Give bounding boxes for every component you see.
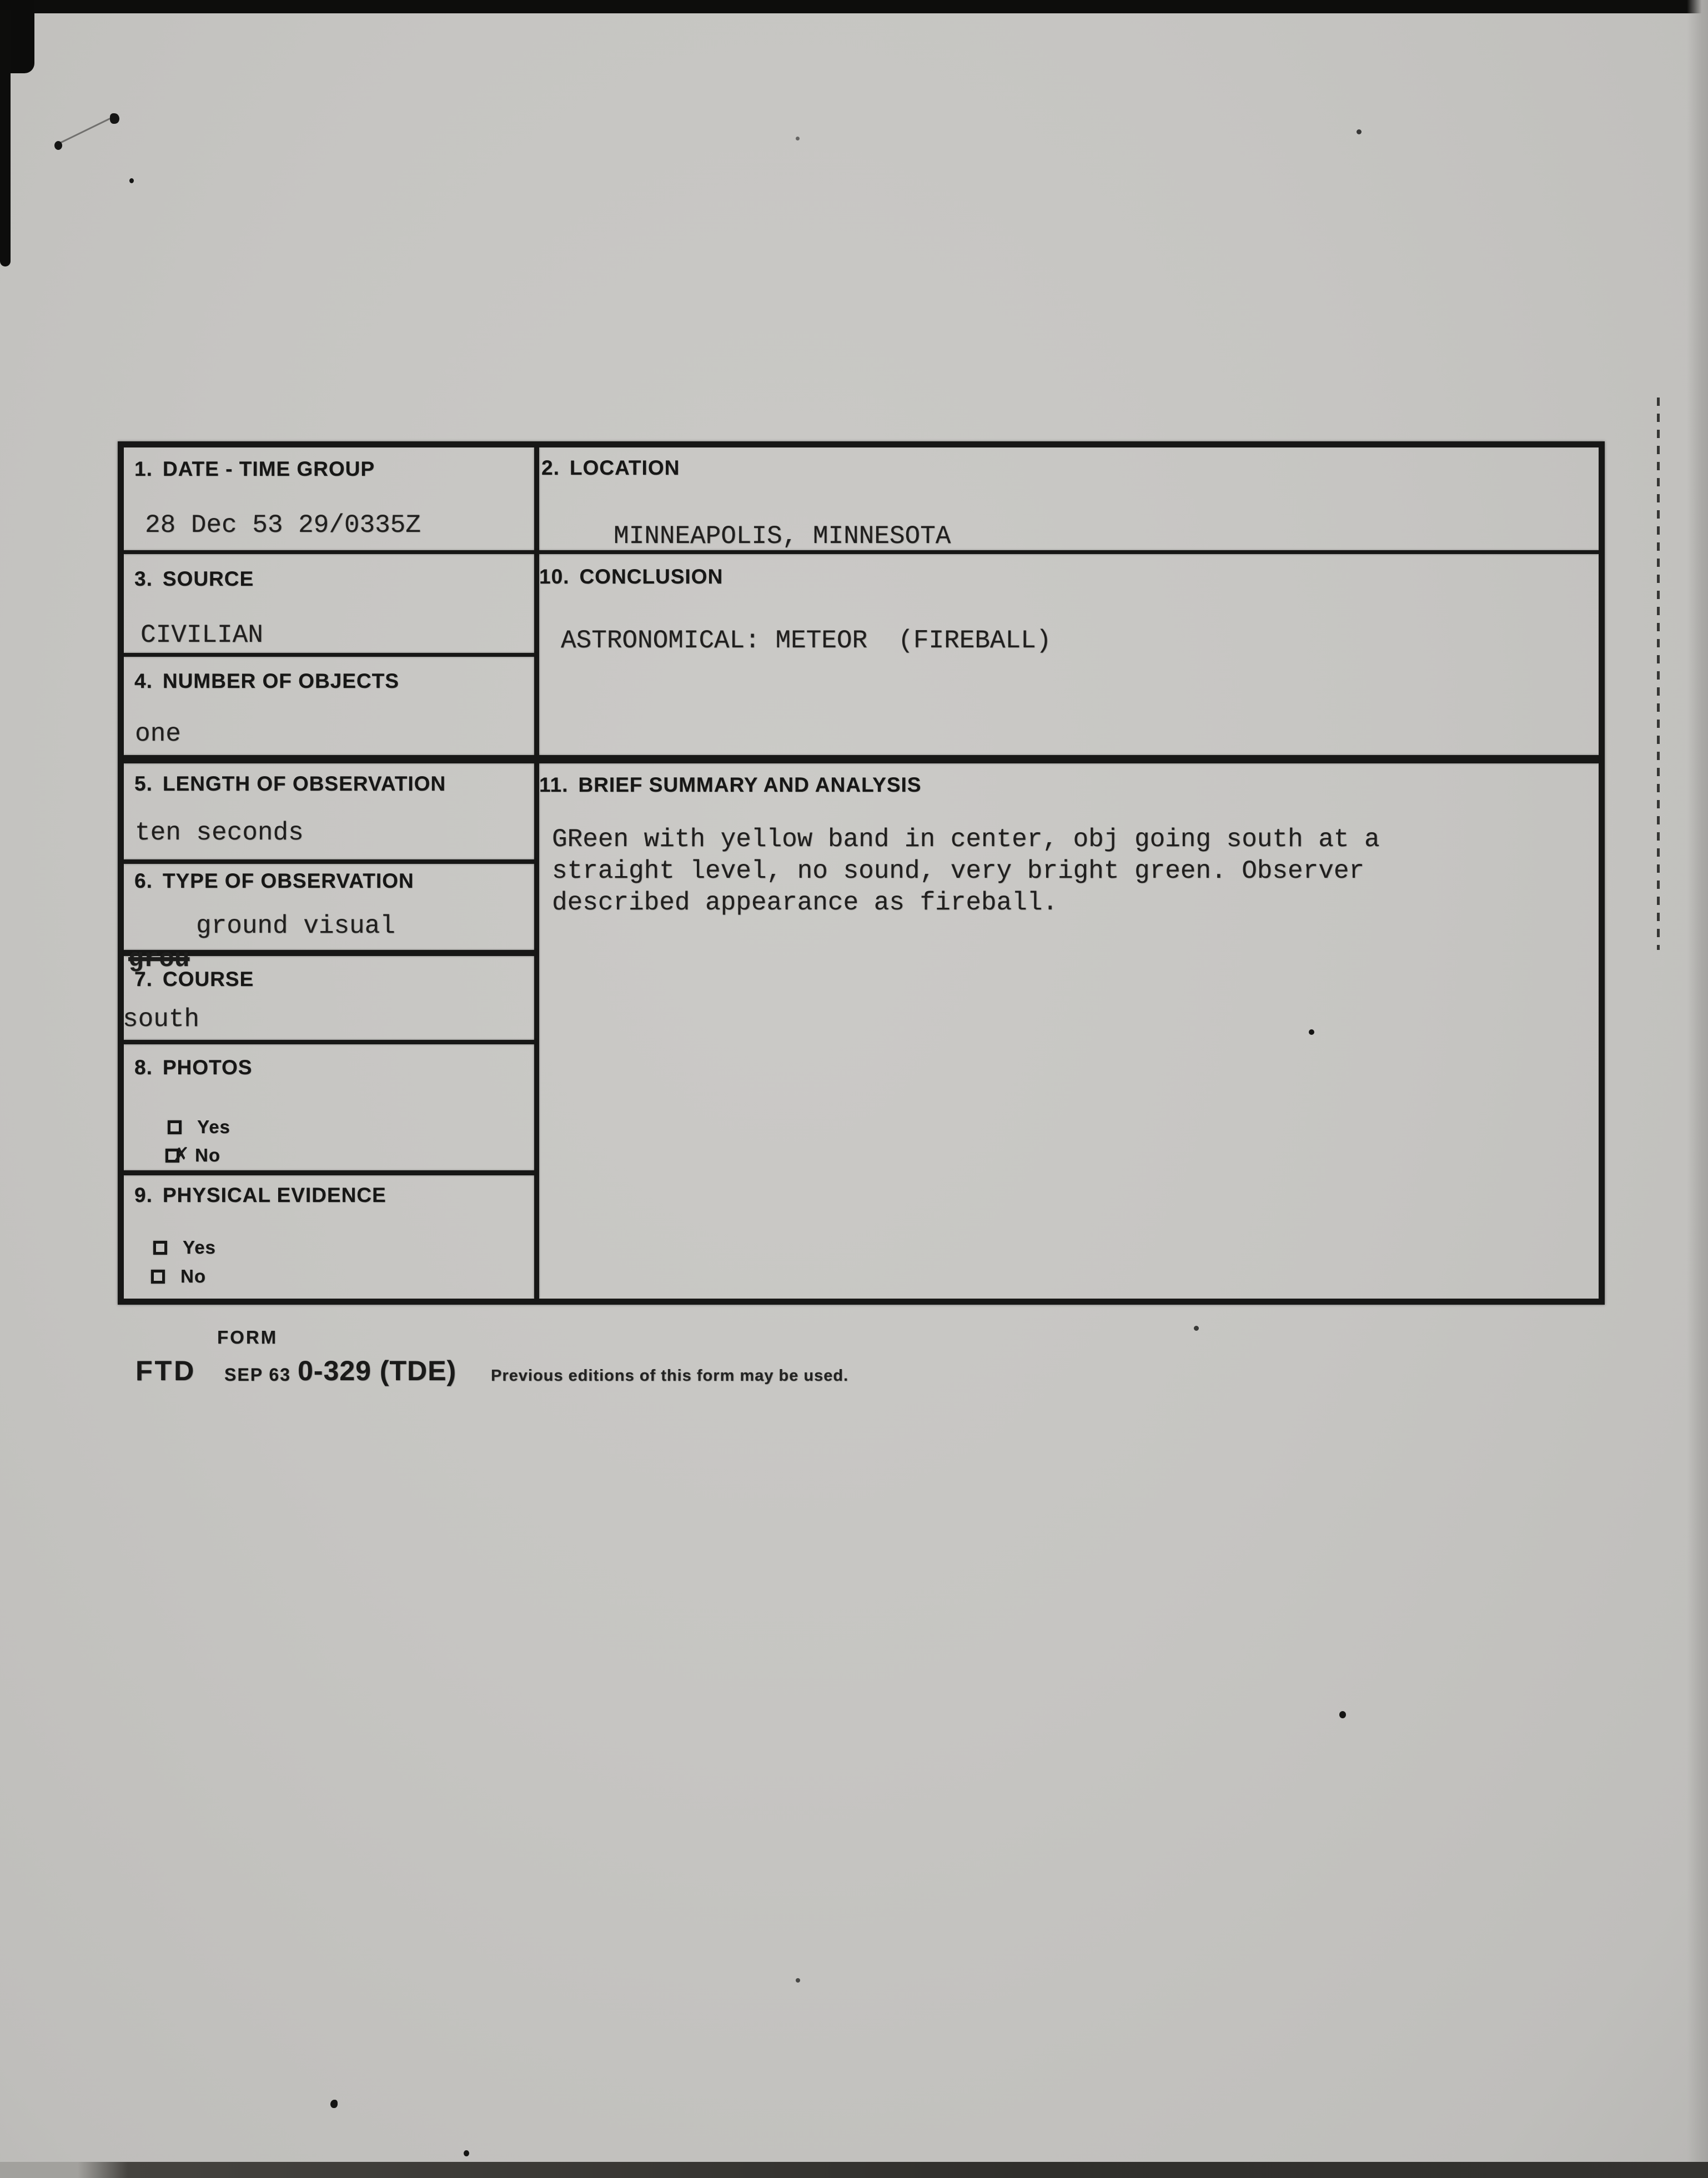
field-label-length-of-observation bbox=[134, 772, 446, 796]
field-value-number-of-objects: one bbox=[135, 720, 181, 748]
photos-yes-option bbox=[168, 1116, 230, 1138]
field-label-photos bbox=[134, 1056, 252, 1079]
scan-speck bbox=[330, 2100, 338, 2108]
footer-agency: FTD bbox=[135, 1355, 197, 1386]
field-number: 8. bbox=[134, 1056, 153, 1079]
table-row-line bbox=[124, 859, 536, 864]
field-value-source: CIVILIAN bbox=[140, 621, 263, 650]
scan-dotted-line-artifact bbox=[1657, 398, 1660, 950]
field-value-course: south bbox=[123, 1005, 200, 1034]
field-number: 11. bbox=[539, 773, 569, 796]
table-row-line bbox=[124, 1170, 536, 1175]
scan-edge-top bbox=[0, 0, 1708, 13]
physical-evidence-yes-checkbox bbox=[153, 1241, 167, 1255]
physical-evidence-yes-option bbox=[153, 1237, 216, 1258]
field-value-conclusion: ASTRONOMICAL: METEOR (FIREBALL) bbox=[561, 626, 1052, 655]
field-title: PHYSICAL EVIDENCE bbox=[162, 1184, 386, 1206]
physical-evidence-no-option bbox=[151, 1266, 206, 1287]
field-value-date-time-group: 28 Dec 53 29/0335Z bbox=[145, 511, 421, 540]
field-number: 4. bbox=[134, 670, 153, 692]
field-label-physical-evidence bbox=[134, 1184, 386, 1207]
field-value-length-of-observation: ten seconds bbox=[135, 818, 304, 847]
field-title: NUMBER OF OBJECTS bbox=[162, 670, 399, 692]
field-label-brief-summary bbox=[539, 773, 921, 797]
field-number: 10. bbox=[539, 565, 570, 588]
physical-evidence-yes-label: Yes bbox=[183, 1237, 216, 1257]
scan-speck bbox=[796, 1978, 800, 1983]
field-title: LOCATION bbox=[569, 456, 680, 479]
scan-speck bbox=[1357, 129, 1362, 134]
table-row-line bbox=[124, 1040, 536, 1044]
field-label-date-time-group bbox=[134, 457, 375, 481]
field-label-location bbox=[541, 456, 680, 480]
field-number: 2. bbox=[541, 456, 560, 479]
field-number: 1. bbox=[134, 457, 153, 480]
scan-edge-left bbox=[0, 10, 11, 266]
field-title: SOURCE bbox=[162, 567, 254, 590]
field-title: CONCLUSION bbox=[579, 565, 724, 588]
scan-edge-right bbox=[1687, 0, 1708, 2178]
record-card-table bbox=[118, 441, 1605, 1305]
field-number: 7. bbox=[134, 968, 153, 990]
scan-speck bbox=[1339, 1711, 1346, 1718]
field-number: 5. bbox=[134, 772, 153, 795]
table-section-divider bbox=[124, 755, 1599, 763]
physical-evidence-no-label: No bbox=[180, 1266, 206, 1286]
field-value-location: MINNEAPOLIS, MINNESOTA bbox=[614, 522, 951, 551]
scan-scratch-mark bbox=[59, 115, 116, 144]
scan-speck bbox=[1194, 1326, 1199, 1331]
footer-form-word: FORM bbox=[217, 1327, 278, 1347]
field-value-type-of-observation: ground visual bbox=[196, 912, 395, 940]
field-title: DATE - TIME GROUP bbox=[162, 457, 375, 480]
field-title: LENGTH OF OBSERVATION bbox=[162, 772, 446, 795]
photos-no-label: No bbox=[195, 1145, 220, 1165]
field-number: 9. bbox=[134, 1184, 153, 1206]
scan-speck bbox=[464, 2150, 469, 2156]
field-label-number-of-objects bbox=[134, 670, 399, 693]
field-number: 6. bbox=[134, 869, 153, 892]
field-title: TYPE OF OBSERVATION bbox=[162, 869, 414, 892]
scan-edge-bottom bbox=[0, 2162, 1708, 2178]
physical-evidence-no-checkbox bbox=[151, 1270, 165, 1284]
field-title: COURSE bbox=[162, 968, 254, 990]
photos-no-option bbox=[165, 1141, 220, 1170]
photos-no-checkmark: ✗ bbox=[173, 1141, 189, 1170]
footer-previous-editions-note: Previous editions of this form may be used. bbox=[491, 1367, 849, 1385]
scan-speck bbox=[54, 141, 62, 150]
footer-edition-date: SEP 63 bbox=[224, 1365, 291, 1385]
field-label-conclusion bbox=[539, 565, 723, 588]
field-title: PHOTOS bbox=[162, 1056, 253, 1079]
scan-speck bbox=[129, 178, 134, 183]
field-number: 3. bbox=[134, 567, 153, 590]
field-title: BRIEF SUMMARY AND ANALYSIS bbox=[578, 773, 922, 796]
scan-speck bbox=[796, 137, 800, 140]
photos-yes-checkbox bbox=[168, 1120, 182, 1134]
field-value-brief-summary: GReen with yellow band in center, obj going south at a straight level, no sound, very bright green. Observer described appearance as fireball. bbox=[552, 825, 1395, 917]
scan-speck bbox=[110, 113, 119, 124]
field-label-source bbox=[134, 567, 254, 591]
table-row-line bbox=[124, 653, 536, 657]
field-label-type-of-observation bbox=[134, 869, 414, 893]
struck-typo-text: grou bbox=[128, 945, 190, 974]
photos-yes-label: Yes bbox=[197, 1116, 230, 1137]
footer-form-number: 0-329 (TDE) bbox=[298, 1355, 457, 1386]
